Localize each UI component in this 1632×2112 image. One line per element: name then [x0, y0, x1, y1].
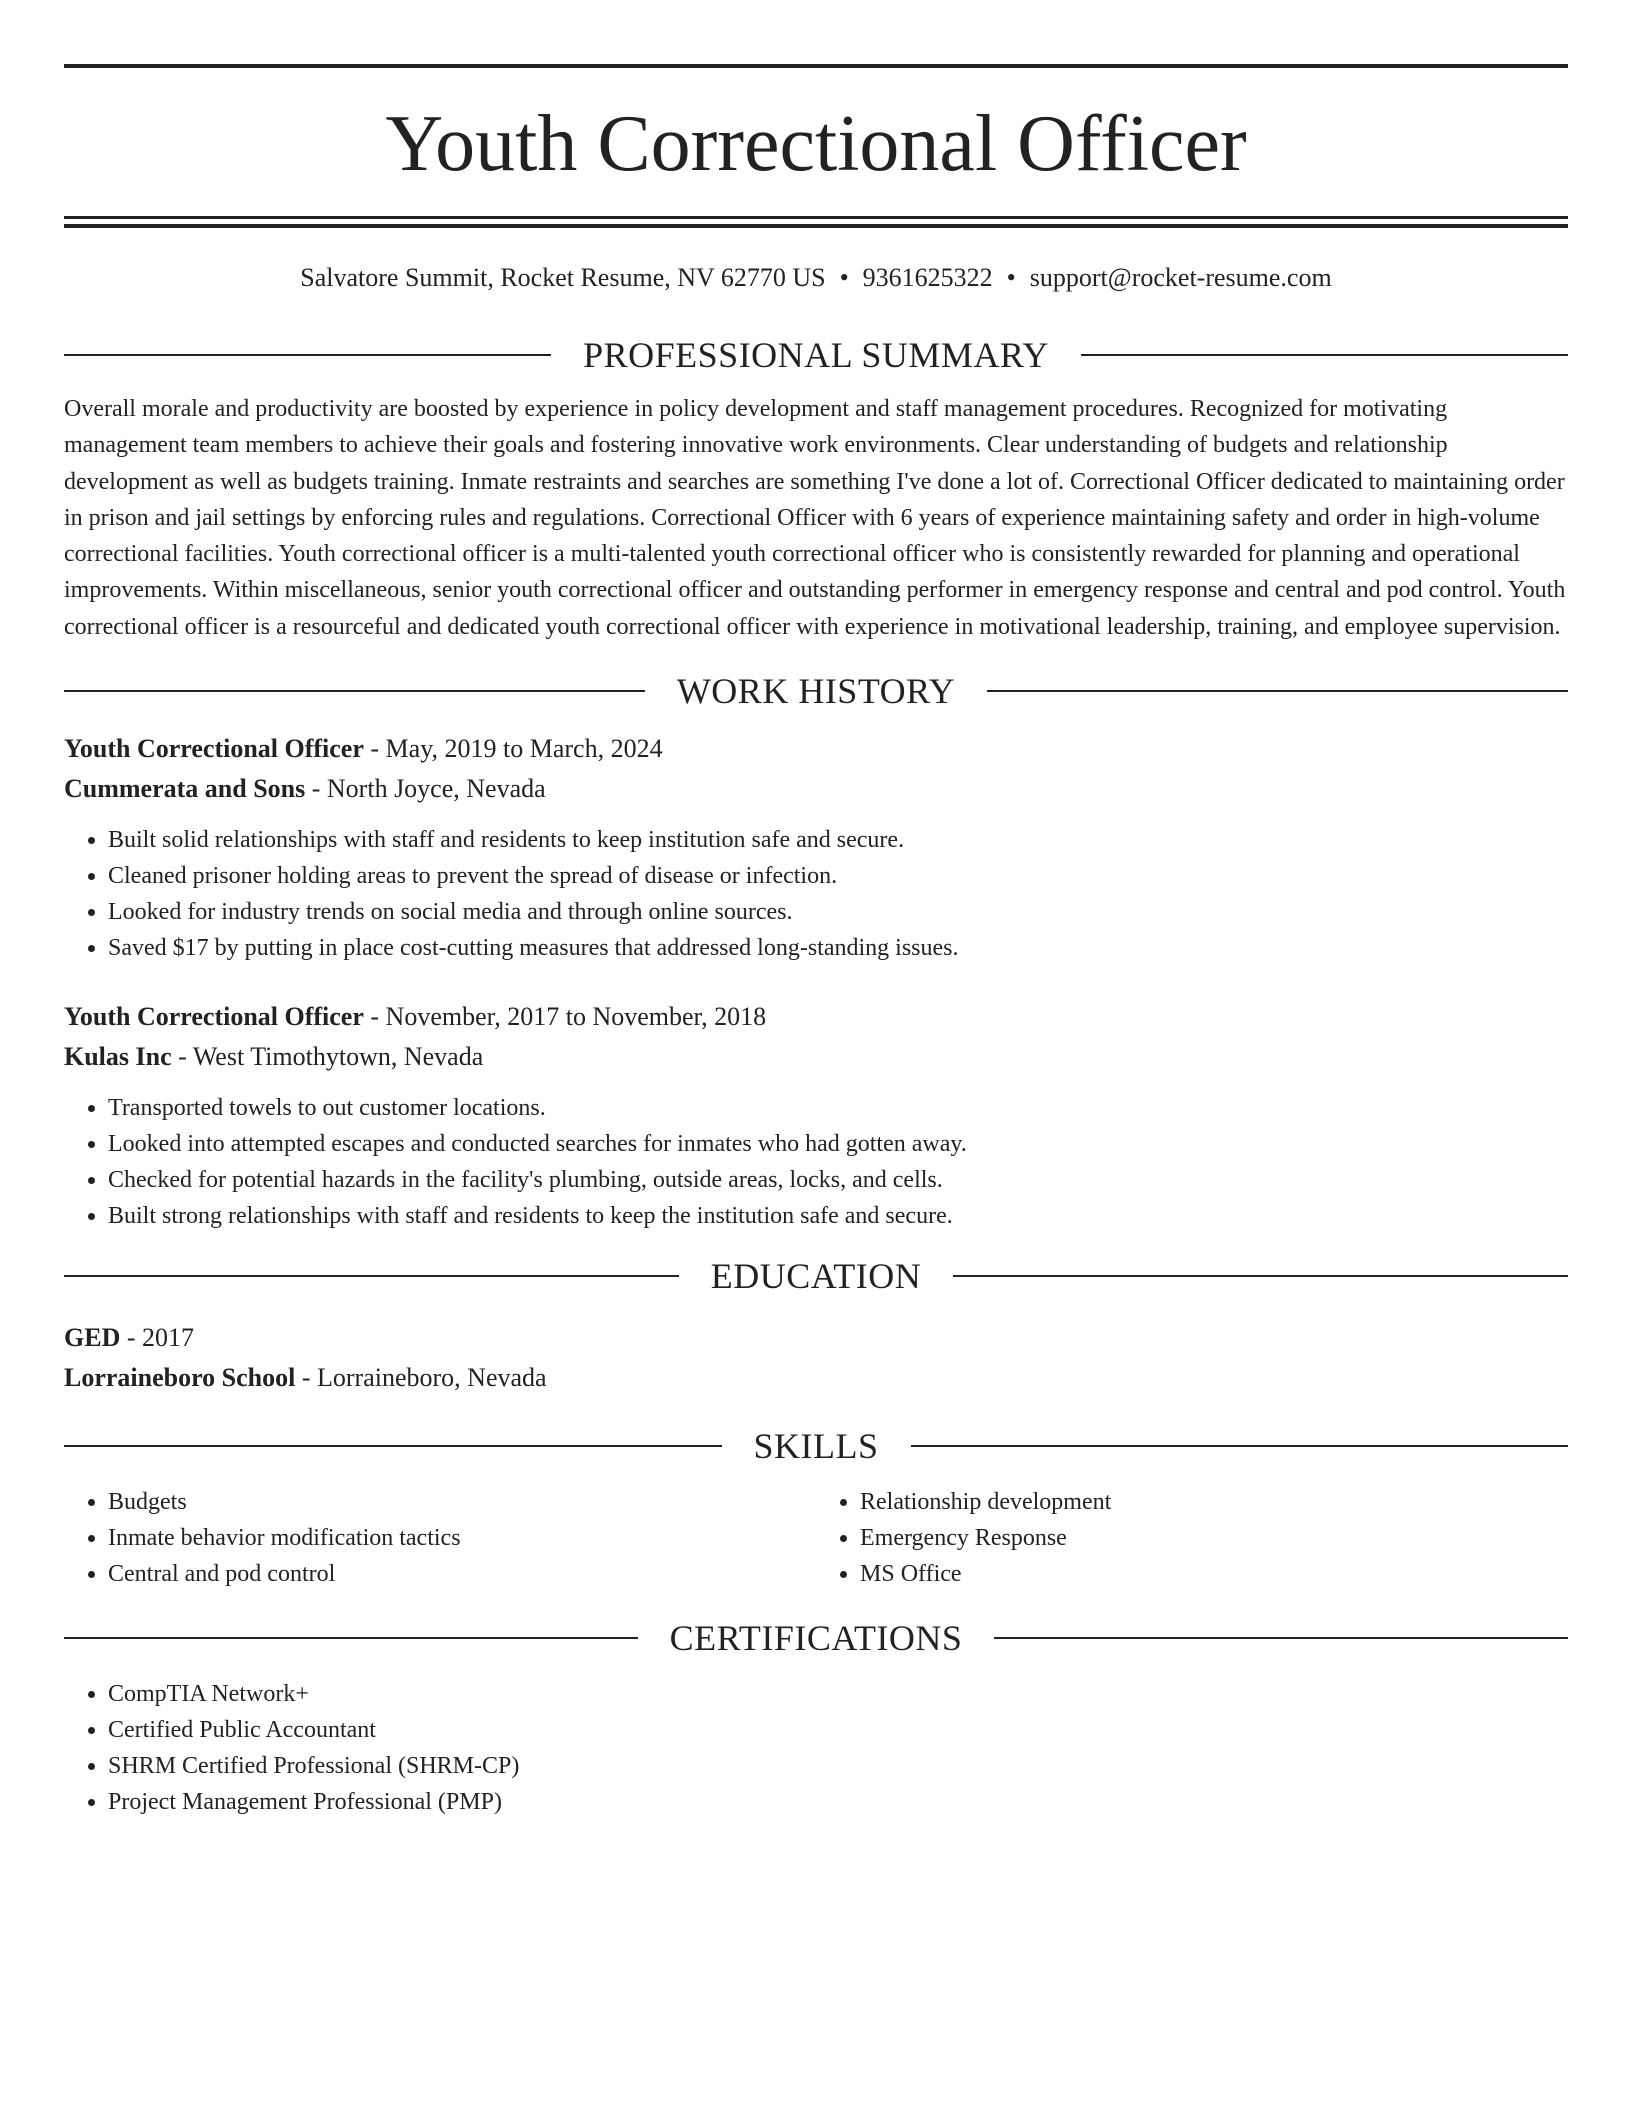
skills-list-left	[64, 1484, 816, 1592]
education-year: - 2017	[120, 1323, 195, 1353]
job-company: Kulas Inc	[64, 1042, 172, 1072]
job-bullets	[64, 822, 1568, 966]
job-dates: - November, 2017 to November, 2018	[363, 1002, 767, 1032]
education-degree: GED	[64, 1323, 121, 1353]
list-item: • Saved $17 by putting in place cost-cutting measures that addressed long-standing issues.	[108, 930, 1568, 966]
job-bullets	[64, 1090, 1568, 1234]
list-item: • Cleaned prisoner holding areas to prevent the spread of disease or infection.	[108, 858, 1568, 894]
summary-text: Overall morale and productivity are boosted by experience in policy development and staff management procedures. Recognized for motivating management team members to achieve their goals and fostering innovative work environments. Clear understanding of budgets and relationship development as well as budgets training. Inmate restraints and searches are something I've done a lot of. Correctional Officer dedicated to maintaining order in prison and jail settings by enforcing rules and regulations. Correctional Officer with 6 years of experience maintaining safety and order in high-volume correctional facilities. Youth correctional officer is a multi-talented youth correctional officer who is consistently rewarded for planning and operational improvements. Within miscellaneous, senior youth correctional officer and outstanding performer in emergency response and central and pod control. Youth correctional officer is a resourceful and dedicated youth correctional officer with experience in motivational leadership, training, and employee supervision.	[64, 396, 1566, 640]
heading-rule	[64, 354, 551, 356]
list-item: • Project Management Professional (PMP)	[108, 1784, 1568, 1820]
list-item: • Built solid relationships with staff and residents to keep institution safe and secure.	[108, 822, 1568, 858]
heading-rule	[911, 1445, 1569, 1447]
education-location: - Lorraineboro, Nevada	[295, 1363, 547, 1393]
job-entry	[64, 997, 1568, 1234]
heading-rule	[987, 690, 1568, 692]
contact-email: support@rocket-resume.com	[1029, 263, 1332, 292]
education-school-line	[64, 1358, 1568, 1398]
heading-rule	[953, 1275, 1568, 1277]
section-title: PROFESSIONAL SUMMARY	[583, 335, 1049, 375]
list-item: • CompTIA Network+	[108, 1676, 1568, 1712]
list-item: • Emergency Response	[860, 1520, 1568, 1556]
job-company-line	[64, 769, 1568, 809]
contact-phone: 9361625322	[862, 263, 993, 292]
heading-rule	[64, 1445, 722, 1447]
skills-grid	[64, 1484, 1568, 1592]
contact-separator: •	[839, 263, 849, 292]
education-degree-line	[64, 1318, 1568, 1358]
section-title: EDUCATION	[710, 1256, 922, 1297]
section-title: WORK HISTORY	[676, 671, 956, 712]
title-double-rule	[64, 216, 1568, 228]
job-company: Cummerata and Sons	[64, 774, 306, 804]
section-heading-skills	[64, 1424, 1568, 1468]
list-item: • Certified Public Accountant	[108, 1712, 1568, 1748]
resume-page	[64, 0, 1568, 1820]
section-heading-summary	[64, 333, 1568, 377]
job-dates: - May, 2019 to March, 2024	[363, 734, 663, 764]
heading-rule	[64, 1275, 679, 1277]
section-heading-work-history	[64, 669, 1568, 713]
list-item: • Transported towels to out customer locations.	[108, 1090, 1568, 1126]
education-entry	[64, 1318, 1568, 1398]
job-location: - West Timothytown, Nevada	[171, 1042, 484, 1072]
job-entry	[64, 729, 1568, 966]
certifications-list	[64, 1676, 1568, 1820]
section-title: CERTIFICATIONS	[669, 1618, 963, 1659]
list-item: • Central and pod control	[108, 1556, 816, 1592]
section-title: SKILLS	[753, 1426, 879, 1467]
section-heading-education	[64, 1254, 1568, 1298]
list-item: • Budgets	[108, 1484, 816, 1520]
education-school: Lorraineboro School	[64, 1363, 296, 1393]
list-item: • Inmate behavior modification tactics	[108, 1520, 816, 1556]
contact-line	[64, 261, 1568, 295]
heading-rule	[994, 1637, 1568, 1639]
job-title-line	[64, 997, 1568, 1037]
list-item: • Looked into attempted escapes and conducted searches for inmates who had gotten away.	[108, 1126, 1568, 1162]
job-title-line	[64, 729, 1568, 769]
list-item: • Looked for industry trends on social media and through online sources.	[108, 894, 1568, 930]
list-item: • MS Office	[860, 1556, 1568, 1592]
skills-list-right	[816, 1484, 1568, 1592]
heading-rule	[64, 690, 645, 692]
resume-title: Youth Correctional Officer	[385, 100, 1247, 188]
section-heading-certifications	[64, 1616, 1568, 1660]
job-title: Youth Correctional Officer	[64, 1002, 364, 1032]
list-item: • Built strong relationships with staff and residents to keep the institution safe and secure.	[108, 1198, 1568, 1234]
heading-rule	[64, 1637, 638, 1639]
list-item: • Relationship development	[860, 1484, 1568, 1520]
contact-address: Salvatore Summit, Rocket Resume, NV 62770 US	[300, 263, 826, 292]
job-title: Youth Correctional Officer	[64, 734, 364, 764]
job-company-line	[64, 1037, 1568, 1077]
job-location: - North Joyce, Nevada	[305, 774, 546, 804]
heading-rule	[1081, 354, 1568, 356]
contact-separator: •	[1006, 263, 1016, 292]
list-item: • SHRM Certified Professional (SHRM-CP)	[108, 1748, 1568, 1784]
list-item: • Checked for potential hazards in the facility's plumbing, outside areas, locks, and cells.	[108, 1162, 1568, 1198]
